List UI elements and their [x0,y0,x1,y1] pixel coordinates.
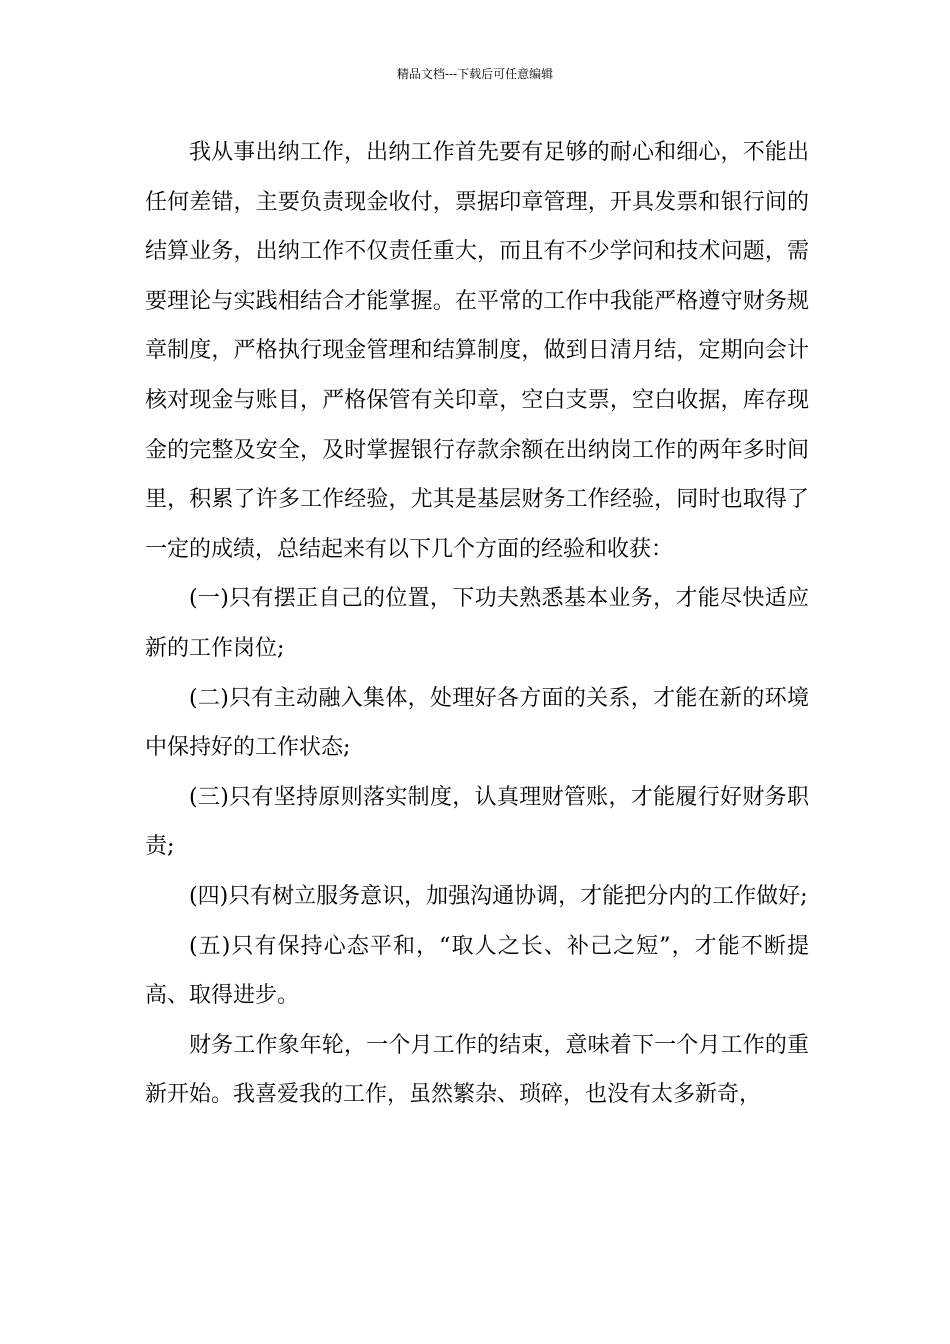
paragraph-intro: 我从事出纳工作，出纳工作首先要有足够的耐心和细心，不能出任何差错，主要负责现金收付，票据印章管理，开具发票和银行间的结算业务，出纳工作不仅责任重大，而且有不少学问和技术问题，需要理论与实践相结合才能掌握。在平常的工作中我能严格遵守财务规章制度，严格执行现金管理和结算制度，做到日清月结，定期向会计核对现金与账目，严格保管有关印章，空白支票，空白收据，库存现金的完整及安全，及时掌握银行存款余额在出纳岗工作的两年多时间里，积累了许多工作经验，尤其是基层财务工作经验，同时也取得了一定的成绩，总结起来有以下几个方面的经验和收获： [145,140,809,562]
paragraph-point-1: (一)只有摆正自己的位置，下功夫熟悉基本业务，才能尽快适应新的工作岗位; [145,586,809,661]
page-header: 精品文档---下载后可任意编辑 [396,67,554,81]
paragraph-point-2: (二)只有主动融入集体，处理好各方面的关系，才能在新的环境中保持好的工作状态; [145,685,809,761]
paragraph-closing: 财务工作象年轮，一个月工作的结束，意味着下一个月工作的重新开始。我喜爱我的工作，虽然繁杂、琐碎，也没有太多新奇， [145,1032,809,1108]
document-body [145,128,809,1120]
paragraph-point-5: (五)只有保持心态平和，“取人之长、补己之短”，才能不断提高、取得进步。 [145,933,809,1009]
paragraph-point-3: (三)只有坚持原则落实制度，认真理财管账，才能履行好财务职责; [145,784,809,860]
paragraph-point-4: (四)只有树立服务意识，加强沟通协调，才能把分内的工作做好; [189,883,808,909]
